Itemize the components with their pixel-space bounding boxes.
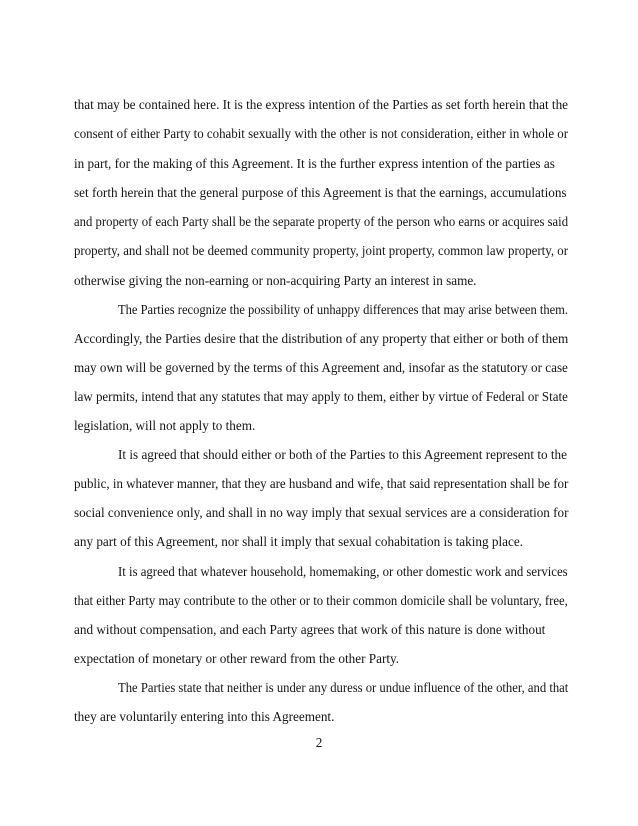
text-line: any part of this Agreement, nor shall it imply that sexual cohabitation is taking place. bbox=[74, 534, 523, 549]
text-line: and property of each Party shall be the separate property of the person who earns or acquires said bbox=[74, 214, 569, 229]
text-line: otherwise giving the non-earning or non-acquiring Party an interest in same. bbox=[74, 273, 477, 288]
text-line: that may be contained here. It is the express intention of the Parties as set forth herein that the bbox=[74, 97, 569, 112]
paragraph-first-line: The Parties state that neither is under any duress or undue influence of the other, and that bbox=[118, 680, 569, 695]
text-line: in part, for the making of this Agreement. It is the further express intention of the parties as bbox=[74, 156, 555, 171]
text-line: public, in whatever manner, that they are husband and wife, that said representation shall be for bbox=[74, 476, 569, 491]
text-line: legislation, will not apply to them. bbox=[74, 418, 256, 433]
text-line: property, and shall not be deemed community property, joint property, common law property, or bbox=[74, 243, 569, 258]
text-line: social convenience only, and shall in no way imply that sexual services are a consideration for bbox=[74, 505, 569, 520]
paragraph-first-line: The Parties recognize the possibility of unhappy differences that may arise between them. bbox=[118, 302, 569, 317]
text-line: consent of either Party to cohabit sexually with the other is not consideration, either in whole or bbox=[74, 126, 569, 141]
text-line: they are voluntarily entering into this Agreement. bbox=[74, 709, 335, 724]
text-line: and without compensation, and each Party agrees that work of this nature is done without bbox=[74, 622, 546, 637]
text-line: that either Party may contribute to the other or to their common domicile shall be voluntary, free, bbox=[74, 593, 568, 608]
text-line: Accordingly, the Parties desire that the distribution of any property that either or both of them bbox=[74, 331, 569, 346]
text-line: set forth herein that the general purpose of this Agreement is that the earnings, accumulations bbox=[74, 185, 567, 200]
paragraph-first-line: It is agreed that whatever household, homemaking, or other domestic work and services bbox=[118, 564, 568, 579]
text-line: expectation of monetary or other reward from the other Party. bbox=[74, 651, 400, 666]
text-line: law permits, intend that any statutes that may apply to them, either by virtue of Federal or State bbox=[74, 389, 568, 404]
text-line: may own will be governed by the terms of this Agreement and, insofar as the statutory or case bbox=[74, 360, 568, 375]
page-number: 2 bbox=[315, 735, 323, 750]
paragraph-first-line: It is agreed that should either or both of the Parties to this Agreement represent to the bbox=[118, 447, 567, 462]
